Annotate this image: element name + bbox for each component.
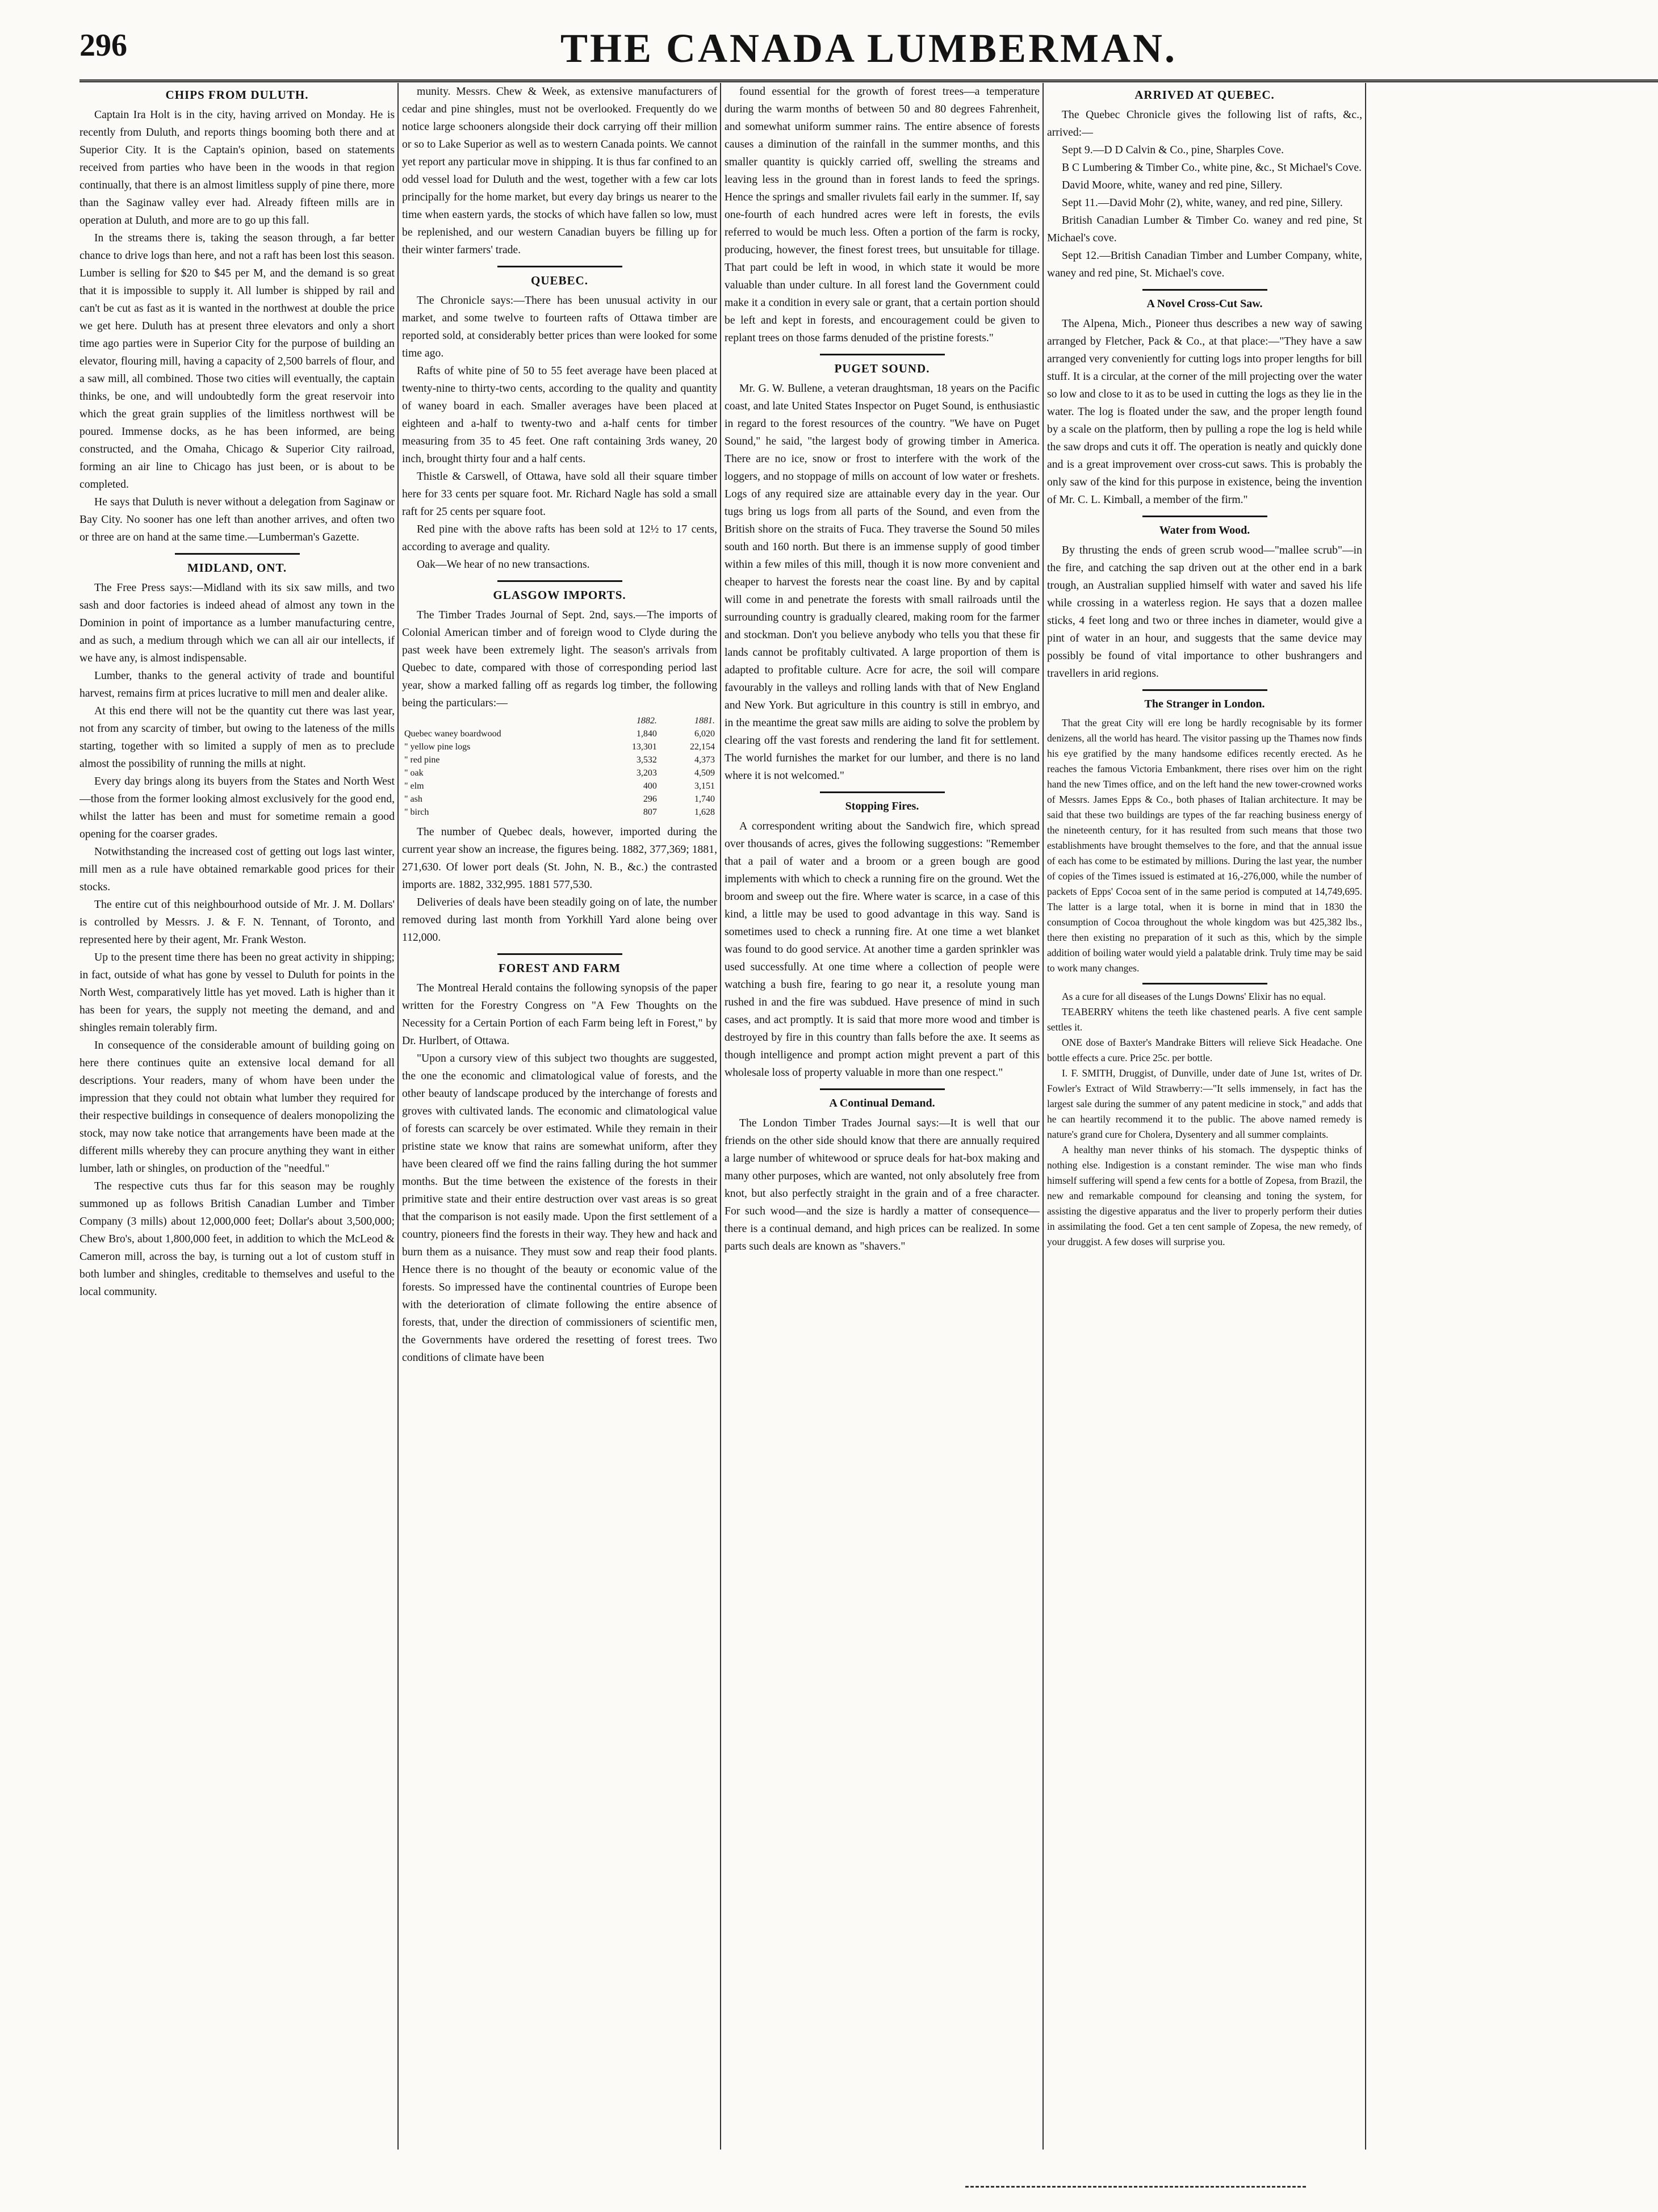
article <box>402 953 717 1367</box>
article <box>1047 983 1362 1250</box>
article-paragraph: Every day brings along its buyers from the States and North West—those from the former looking almost exclusively for the good end, whilst the latter has been and must for sometime remain a good opening for the coarser grades. <box>79 775 395 840</box>
column-4 <box>1047 83 1362 2161</box>
table-cell: 1,628 <box>694 807 715 817</box>
column-rule <box>1365 83 1366 2150</box>
article-paragraph: That the great City will ere long be hardly recognisable by its former denizens, all the world has heard. The visitor passing up the Thames now finds his eye gratified by the many handsome edifices recently erected. As he reaches the famous Victoria Embankment, there rises over him on the right hand the new Times office, and on the left hand the new tower-crowned works of Messrs. James Epps & Co., both phases of Italian architecture. It may be said that these two buildings are types of the far reaching business energy of the nineteenth century, for it has resulted from such means that those two establishments have brought themselves to the fore, and that the annual issue of each has come to be estimated by millions. During the last year, the number of copies of the Times issued is estimated at 16,-276,000, while the number of packets of Epps' Cocoa sent of in the same period is computed at 14,749,695. The latter is a large total, when it is borne in mind that in 1830 the consumption of Cocoa throughout the whole kingdom was but 425,382 lbs., there then existing no preparation of it such as this, which by the simple addition of boiling water would yield a palatable drink. Truly time may be said to work many changes. <box>1047 717 1362 974</box>
article-paragraph: A correspondent writing about the Sandwich fire, which spread over thousands of acres, gives the following suggestions: "Remember that a pail of water and a broom or a green bough are good implements with which to check a running fire on the ground. Wet the broom and sweep out the fire. Where water is scarce, in a case of this kind, a little may be used to good advantage in this way. Sand is sometimes used to check a running fire. At one time a wet blanket was found to do good service. At another time a garden sprinkler was used successfully. At one time where a collection of people were watching a bush fire, fearing to go near it, a resolute young man rushed in and the fire was subdued. Have presence of mind in such cases, and act promptly. It is said that more more wood and timber is destroyed by fire in this country than falls before the axe. It seems as though intelligence and prompt action might prevent a part of this wholesale loss of property valuable in more than one respect." <box>725 820 1040 1079</box>
article <box>725 354 1040 785</box>
article-title: MIDLAND, ONT. <box>187 561 287 575</box>
article <box>725 83 1040 347</box>
article-paragraph: I. F. SMITH, Druggist, of Dunville, under date of June 1st, writes of Dr. Fowler's Extract of Wild Strawberry:—"It sells immensely, in fact has the largest sale during the summer of any patent medicine in stock," and adds that he can heartily recommend it to the public. The above named remedy is nature's grand cure for Cholera, Dysentery and all summer complaints. <box>1047 1067 1362 1140</box>
table-cell: " yellow pine logs <box>404 742 471 752</box>
table-cell: 807 <box>643 807 657 817</box>
article <box>79 86 395 546</box>
column-rule <box>397 83 399 2150</box>
article-paragraph: At this end there will not be the quantity cut there was last year, not from any scarcity of timber, but owing to the lateness of the mills starting, together with so limited a supply of men as to preclude almost the possibility of running the mills at night. <box>79 705 395 770</box>
section-divider <box>497 580 622 582</box>
article-paragraph: Mr. G. W. Bullene, a veteran draughtsman, 18 years on the Pacific coast, and late United States Inspector on Puget Sound, is enthusiastic in regard to the forest resources of the country. "We have on Puget Sound," he said, "the largest body of growing timber in America. There are no ice, snow or frost to interfere with the work of the loggers, and no stoppage of mills on account of low water or freshets. Logs of any required size are attainable every day in the year. Our tugs bring us logs from all parts of the Sound, and even from the British shore on the straits of Fuca. They traverse the Sound 50 miles south and 160 north. But there is an immense supply of good timber within a few miles of this mill, though it is now more convenient and cheaper to harvest the forests near the coast line. By and by capital will come in and penetrate the forests with small railroads until the surrounding country is gradually cleared, making room for the farmer and stockman. Don't you believe anybody who tells you that these fir lands cannot be profitably cultivated. A large proportion of them is adapted to profitable culture. Acre for acre, the soil will compare favourably in the valleys and rolling lands with that of New England and New York. But agriculture in this country is still in embryo, and in the meantime the great saw mills are aiding to solve the problem by clearing off the vast forests and rendering the land fit for settlement. The world furnishes the market for our lumber, and there is no land where it is not welcomed." <box>725 382 1040 782</box>
table-cell: 6,020 <box>694 729 715 739</box>
article-title: GLASGOW IMPORTS. <box>493 588 626 602</box>
article-title: ARRIVED AT QUEBEC. <box>1134 88 1275 102</box>
article-paragraph: He says that Duluth is never without a delegation from Saginaw or Bay City. No sooner has one left than another arrives, and often two or three are on hand at the same time.—Lumberman's Gazette. <box>79 496 395 543</box>
article <box>402 83 717 259</box>
columns <box>79 83 1658 2167</box>
article-title: CHIPS FROM DULUTH. <box>165 88 309 102</box>
article <box>725 791 1040 1082</box>
table-header-cell <box>402 714 601 727</box>
table-cell: 400 <box>643 781 657 791</box>
article <box>1047 689 1362 976</box>
article-paragraph: The Free Press says:—Midland with its six saw mills, and two sash and door factories is indeed ahead of almost any town in the Dominion in point of importance as a lumber manufacturing centre, and as such, a medium through which we can all air our intellects, if we have any, is almost indispensable. <box>79 581 395 664</box>
table-row <box>402 780 717 793</box>
table-cell: " ash <box>404 794 422 804</box>
article <box>1047 86 1362 282</box>
article <box>1047 516 1362 682</box>
table-cell: 3,203 <box>636 768 657 778</box>
section-divider <box>820 354 945 355</box>
table-cell: " elm <box>404 781 424 791</box>
table-header-cell: 1882. <box>636 716 657 726</box>
table-row <box>402 727 717 740</box>
table-cell: 4,373 <box>694 755 715 765</box>
article-paragraph: The number of Quebec deals, however, imported during the current year show an increase, the figures being. 1882, 377,369; 1881, 271,630. Of lower port deals (St. John, N. B., &c.) the contrasted imports are. 1882, 332,995. 1881 577,530. <box>402 826 717 891</box>
article <box>79 553 395 1301</box>
masthead-title: THE CANADA LUMBERMAN. <box>560 26 1178 71</box>
section-divider <box>497 953 622 955</box>
imports-table <box>402 714 717 819</box>
article-paragraph: Captain Ira Holt is in the city, having arrived on Monday. He is recently from Duluth, and reports things booming both there and at Superior City. It is the Captain's opinion, based on statements received from parties who have been in the woods in that region continually, that there is an almost limitless supply of pine there, more than the Saginaw valley ever had. Already fifteen mills are in operation at Duluth, and more are to go up this fall. <box>79 108 395 227</box>
table-cell: 3,532 <box>636 755 657 765</box>
section-divider <box>820 1088 945 1090</box>
table-cell: 296 <box>643 794 657 804</box>
table-cell: " oak <box>404 768 424 778</box>
column-rule <box>1042 83 1044 2150</box>
article-paragraph: munity. Messrs. Chew & Week, as extensive manufacturers of cedar and pine shingles, must not be overlooked. Frequently do we notice large schooners alongside their dock carrying off their million or so to Lake Superior as well as to western Canada points. We cannot yet report any particular move in shipping. It is thus far confined to an odd vessel load for Duluth and the west, together with a few car lots principally for the home market, but every day brings us nearer to the time when eastern yards, the stocks of which have fallen so low, must be replenished, and our western Canadian buyers be filling up for their winter farmers' trade. <box>402 85 717 256</box>
section-divider <box>820 791 945 793</box>
article-paragraph: By thrusting the ends of green scrub wood—"mallee scrub"—in the fire, and catching the sap driven out at the other end in a bark trough, an Australian supplied himself with water and saved his life while crossing in a waterless region. He says that a dozen mallee sticks, 4 feet long and two or three inches in diameter, would give a pint of water in an hour, and suggests that the same device may possibly be found of vital importance to other bushrangers and travellers in arid regions. <box>1047 544 1362 680</box>
section-divider <box>1142 689 1267 691</box>
article <box>402 580 717 946</box>
table-cell: " birch <box>404 807 429 817</box>
column-3 <box>725 83 1040 2161</box>
article-title: FOREST AND FARM <box>499 961 621 975</box>
article-paragraph: The Montreal Herald contains the following synopsis of the paper written for the Forestry Congress on "A Few Thoughts on the Necessity for a Certain Portion of each Farm being left in Forest," by Dr. Hurlbert, of Ottawa. <box>402 982 717 1047</box>
article-title: PUGET SOUND. <box>834 362 930 375</box>
article-title: A Novel Cross-Cut Saw. <box>1146 298 1263 310</box>
article-title: The Stranger in London. <box>1144 698 1265 710</box>
article-paragraph: Red pine with the above rafts has been sold at 12½ to 17 cents, according to average and quality. <box>402 523 717 553</box>
article-paragraph: The Chronicle says:—There has been unusual activity in our market, and some twelve to fourteen rafts of Ottawa timber are reported sold, at considerably better prices than were looked for some time ago. <box>402 294 717 359</box>
article-title: Water from Wood. <box>1159 524 1250 537</box>
table-row <box>402 740 717 753</box>
article-paragraph: British Canadian Lumber & Timber Co. waney and red pine, St Michael's cove. <box>1047 214 1362 244</box>
section-divider <box>1142 516 1267 517</box>
article-paragraph: A healthy man never thinks of his stomach. The dyspeptic thinks of nothing else. Indigestion is a constant reminder. The wise man who finds himself suffering will spend a few cents for a bottle of Zopesa, from Brazil, the new and remarkable compound for cleansing and toning the system, for assisting the digestive apparatus and the liver to properly perform their duties in assimilating the food. Get a ten cent sample of Zopesa, the new remedy, of your druggist. A few doses will surprise you. <box>1047 1144 1362 1247</box>
table-cell: 1,840 <box>636 729 657 739</box>
column-1 <box>79 83 395 2161</box>
article <box>725 1088 1040 1255</box>
article-paragraph: found essential for the growth of forest trees—a temperature during the warm months of between 50 and 80 degrees Fahrenheit, and somewhat uniform summer rains. The entire absence of forests causes a diminution of the rainfall in the summer months, and this smaller quantity is quickly carried off, swelling the streams and leaving less in the ground than in forest lands to feed the springs. Hence the springs and smaller rivulets fail early in the summer. If, say one-fourth of each hundred acres were left in forests, the evils referred to would be much less. Often a portion of the farm is rocky, producing, however, the finest forest trees, but unsuitable for tillage. That part could be left in wood, in which state it would be more valuable than under culture. In all forest land the Government could make it a condition in every sale or grant, that a certain portion should be left and kept in forests, and encouragement could be given to replant trees on those farms denuded of the pristine forests." <box>725 85 1040 344</box>
page-header <box>79 17 1658 82</box>
article-title: A Continual Demand. <box>829 1097 935 1109</box>
page-number: 296 <box>79 28 127 63</box>
article-title: Stopping Fires. <box>845 800 919 812</box>
article-paragraph: Sept 9.—D D Calvin & Co., pine, Sharples Cove. <box>1062 144 1284 156</box>
article-paragraph: The respective cuts thus far for this season may be roughly summoned up as follows British Canadian Lumber and Timber Company (3 mills) about 12,000,000 feet; Dollar's about 3,500,000; Chew Bro's, about 1,800,000 feet, in addition to which the McLeod & Cameron mill, across the bay, is turning out a lot of custom stuff in both lumber and shingles, creditable to themselves and useful to the local community. <box>79 1180 395 1298</box>
table-row <box>402 766 717 780</box>
table-cell: 1,740 <box>694 794 715 804</box>
section-divider <box>1142 983 1267 984</box>
table-row <box>402 793 717 806</box>
article-paragraph: The London Timber Trades Journal says:—It is well that our friends on the other side should know that there are annually required a large number of whitewood or spruce deals for hat-box making and many other purposes, which are wanted, not only absolutely free from knot, but also perfectly straight in the grain and of a free character. For such wood—and the size is hardly a matter of consequence—there is a continual demand, and high prices can be realized. In some parts such deals are known as "shavers." <box>725 1117 1040 1252</box>
article-paragraph: Deliveries of deals have been steadily going on of late, the number removed during last month from Yorkhill Yard alone being over 112,000. <box>402 896 717 944</box>
article-paragraph: The Timber Trades Journal of Sept. 2nd, says.—The imports of Colonial American timber and of foreign wood to Clyde during the past week have been extremely light. The season's arrivals from Quebec to date, compared with those of corresponding period last year, show a marked falling off as regards log timber, the following being the particulars:— <box>402 609 717 709</box>
table-cell: 22,154 <box>690 742 715 752</box>
table-cell: " red pine <box>404 755 440 765</box>
article-paragraph: Lumber, thanks to the general activity of trade and bountiful harvest, remains firm at prices lucrative to mill men and dealer alike. <box>79 669 395 699</box>
article-paragraph: Rafts of white pine of 50 to 55 feet average have been placed at twenty-nine to thirty-two cents, according to the quality and quantity of waney board in each. Smaller averages have been placed at eighteen and a-half to twenty-two and a-half cents for timber measuring from 35 to 45 feet. One raft containing 3rds waney, 20 inch, brought thirty four and a half cents. <box>402 365 717 465</box>
article-paragraph: ONE dose of Baxter's Mandrake Bitters will relieve Sick Headache. One bottle effects a cure. Price 25c. per bottle. <box>1047 1037 1362 1063</box>
column-2 <box>402 83 717 2161</box>
article-paragraph: Oak—We hear of no new transactions. <box>417 558 590 571</box>
column-rule <box>720 83 721 2150</box>
table-cell: 3,151 <box>694 781 715 791</box>
article-title: QUEBEC. <box>531 274 588 287</box>
article <box>402 266 717 573</box>
section-divider <box>175 553 300 555</box>
article-paragraph: In the streams there is, taking the season through, a far better chance to drive logs than here, and not a raft has been lost this season. Lumber is selling for $20 to $45 per M, and the demand is so great that it is impossible to supply it. All lumber is shipped by rail and can't be cut as fast as it is wanted in the northwest at double the price we get here. Duluth has at present three elevators and only a short time ago parties were in Superior City for the purpose of building an elevator, flouring mill, having a capacity of 2,500 barrels of flour, and a saw mill, all combined. Those two cities will eventually, the captain thinks, be one, and will undoubtedly form the great reservoir into which the great grain supplies of the limitless northwest will be poured. Immense docks, as he has been informed, are being constructed, and the Omaha, Chicago & Superior City railroad, forming an air line to Chicago has just been, or is about to be completed. <box>79 232 395 491</box>
article-paragraph: Sept 11.—David Mohr (2), white, waney, and red pine, Sillery. <box>1062 196 1343 209</box>
table-header-cell: 1881. <box>694 716 715 726</box>
article-paragraph: Notwithstanding the increased cost of getting out logs last winter, mill men as a rule have obtained remarkable good prices for their stocks. <box>79 845 395 893</box>
article-paragraph: Sept 12.—British Canadian Timber and Lumber Company, white, waney and red pine, St. Michael's cove. <box>1047 249 1362 279</box>
article-paragraph: TEABERRY whitens the teeth like chastened pearls. A five cent sample settles it. <box>1047 1006 1362 1033</box>
article-paragraph: In consequence of the considerable amount of building going on here there continues quite an extensive local demand for all descriptions. Your readers, many of whom have been under the impression that they could not obtain what lumber they required for their respective buildings in consequence of dealers monopolizing the stock, may now take notice that arrangements have been made at the different mills whereby they can procure anything they want in either lumber, lath or shingles, on production of the "needful." <box>79 1039 395 1175</box>
article-paragraph: Thistle & Carswell, of Ottawa, have sold all their square timber here for 33 cents per square foot. Mr. Richard Nagle has sold a small raft for 25 cents per square foot. <box>402 470 717 518</box>
footer-marks <box>965 2186 1306 2199</box>
article-paragraph: "Upon a cursory view of this subject two thoughts are suggested, the one the economic and climatological value of forests, and the other beauty of landscape produced by the interchange of forests and groves with cultivated lands. The economic and climatological value of forests can scarcely be over estimated. While they remain in their pristine state we know that rains are somewhat uniform, after they have been cleared off we find the rains falling during the hot summer months. But the time between the existence of the forests in their primitive state and their entire destruction over vast areas is so great that the comparison is not easily made. Upon the first settlement of a country, pioneers find the forests in their way. They hew and hack and burn them as a nuisance. They must sow and reap their food plants. Hence there is no thought of the beauty or economic value of the forests. So impressed have the continental countries of Europe been with the deterioration of climate following the entire absence of forests, that, under the direction of commissioners of scientific men, the Governments have ordered the resetting of forest trees. Two conditions of climate have been <box>402 1052 717 1364</box>
article <box>1047 289 1362 509</box>
table-row <box>402 806 717 819</box>
article-paragraph: The Alpena, Mich., Pioneer thus describes a new way of sawing arranged by Fletcher, Pack & Co., at that place:—"They have a saw arranged very conveniently for cutting logs into proper lengths for bill stuff. It is a circular, at the corner of the mill projecting over the water so low and close to it as to be used in cutting the logs as they lie in the water. The log is floated under the saw, and the proper length found by a scale on the platform, then by pulling a rope the log is held while the saw drops and cuts it off. The operation is neatly and quickly done and is a great improvement over cross-cut saws. This is probably the only saw of the kind for this purpose in existence, being the invention of Mr. C. L. Kimball, a member of the firm." <box>1047 317 1362 506</box>
article-paragraph: Up to the present time there has been no great activity in shipping; in fact, outside of what has gone by vessel to Duluth for points in the North West, comparatively little has yet moved. Lath is higher than it has been for years, the supply not meeting the demand, and and shingles remain tolerably firm. <box>79 951 395 1034</box>
article-paragraph: The Quebec Chronicle gives the following list of rafts, &c., arrived:— <box>1047 108 1362 139</box>
table-cell: Quebec waney boardwood <box>404 729 501 739</box>
article-paragraph: B C Lumbering & Timber Co., white pine, &c., St Michael's Cove. <box>1062 161 1362 174</box>
table-cell: 4,509 <box>694 768 715 778</box>
table-cell: 13,301 <box>631 742 657 752</box>
article-paragraph: David Moore, white, waney and red pine, Sillery. <box>1062 179 1283 191</box>
section-divider <box>1142 289 1267 291</box>
table-row <box>402 753 717 766</box>
section-divider <box>497 266 622 267</box>
article-paragraph: The entire cut of this neighbourhood outside of Mr. J. M. Dollars' is controlled by Messrs. J. & F. N. Tennant, of Toronto, and represented here by their agent, Mr. Frank Weston. <box>79 898 395 946</box>
article-paragraph: As a cure for all diseases of the Lungs Downs' Elixir has no equal. <box>1062 991 1326 1002</box>
